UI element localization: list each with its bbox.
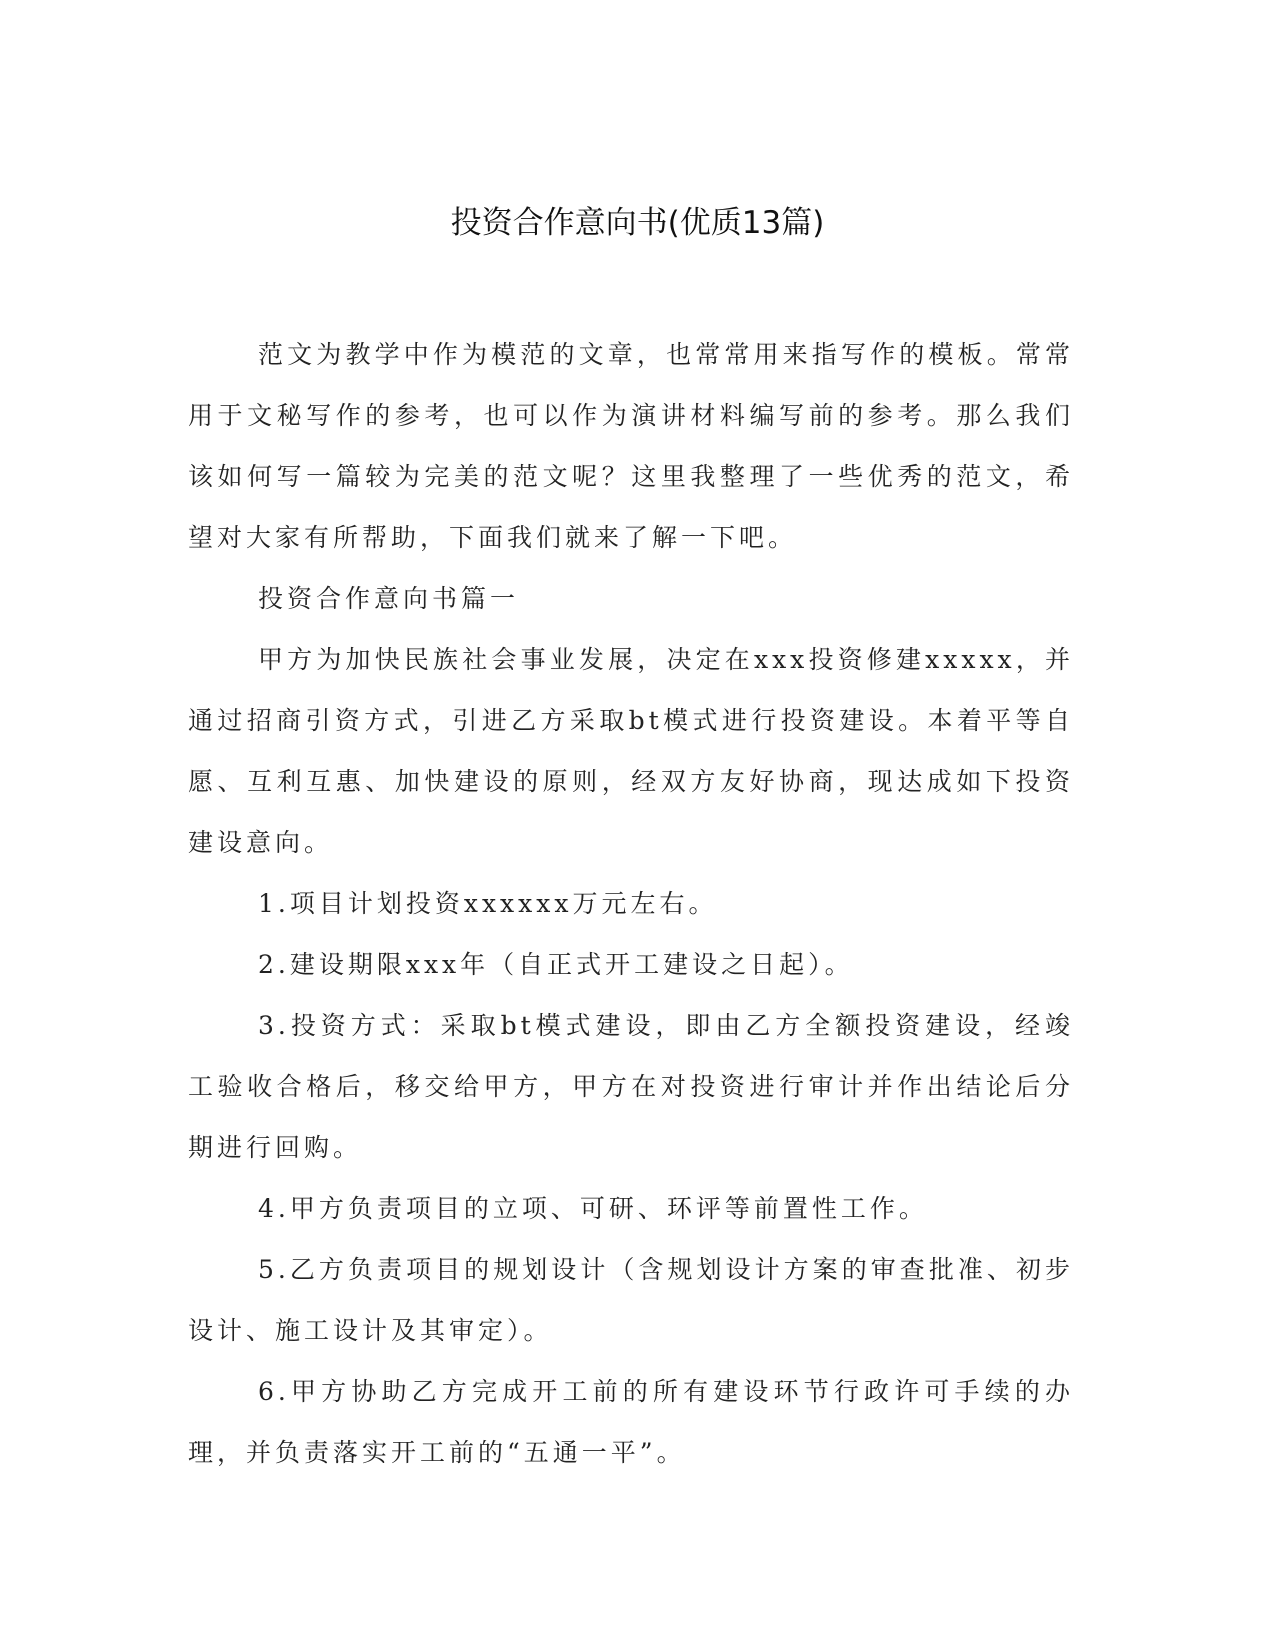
list-item: 1.项目计划投资xxxxxx万元左右。 (258, 889, 718, 918)
document-title: 投资合作意向书(优质13篇) (450, 205, 825, 241)
body-paragraph: 甲方为加快民族社会事业发展，决定在xxx投资修建xxxxx，并通过招商引资方式，引进乙方采取bt模式进行投资建设。本着平等自愿、互利互惠、加快建设的原则，经双方友好协商，现达成如下投资建设意向。 (188, 645, 1074, 857)
document-body (188, 324, 1074, 1483)
list-item: 5.乙方负责项目的规划设计（含规划设计方案的审查批准、初步设计、施工设计及其审定）。 (188, 1255, 1074, 1345)
section-heading: 投资合作意向书篇一 (258, 584, 520, 613)
intro-paragraph: 范文为教学中作为模范的文章，也常常用来指写作的模板。常常用于文秘写作的参考，也可以作为演讲材料编写前的参考。那么我们该如何写一篇较为完美的范文呢？这里我整理了一些优秀的范文，希望对大家有所帮助，下面我们就来了解一下吧。 (188, 340, 1074, 552)
list-item: 2.建设期限xxx年（自正式开工建设之日起）。 (258, 950, 854, 979)
list-item: 4.甲方负责项目的立项、可研、环评等前置性工作。 (258, 1194, 928, 1223)
list-item: 3.投资方式：采取bt模式建设，即由乙方全额投资建设，经竣工验收合格后，移交给甲方，甲方在对投资进行审计并作出结论后分期进行回购。 (188, 1011, 1074, 1162)
list-item: 6.甲方协助乙方完成开工前的所有建设环节行政许可手续的办理，并负责落实开工前的“五通一平”。 (188, 1377, 1074, 1467)
